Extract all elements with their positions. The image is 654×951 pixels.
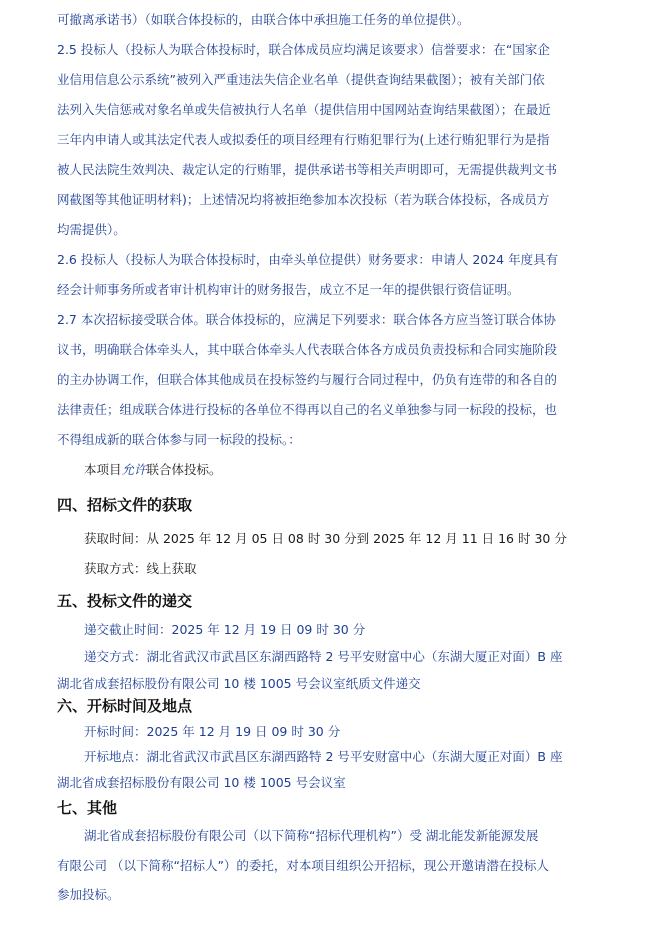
text-line-1: 可撤离承诺书）（如联合体投标的，由联合体中承担施工任务的单位提供）。: [57, 12, 470, 27]
text-line-5: 三年内申请人或其法定代表人或拟委任的项目经理有行贿犯罪行为(上述行贿犯罪行为是指: [57, 132, 550, 147]
text-line-11: 2.7 本次招标接受联合体。联合体投标的，应满足下列要求：联合体各方应当签订联合体协: [57, 312, 556, 327]
text-line-9: 2.6 投标人（投标人为联合体投标时，由牵头单位提供）财务要求：申请人 2024 年度具有: [57, 252, 559, 267]
text-line-2: 2.5 投标人（投标人为联合体投标时，联合体成员应均满足该要求）信誉要求：在“国家企: [57, 42, 550, 57]
section-4-time: 获取时间：从 2025 年 12 月 05 日 08 时 30 分到 2025 年 12 月 11 日 16 时 30 分: [84, 531, 567, 546]
section-7-line3: 参加投标。: [57, 887, 120, 902]
text-line-10: 经会计师事务所或者审计机构审计的财务报告，成立不足一年的提供银行资信证明。: [57, 282, 520, 297]
text-line-6: 被人民法院生效判决、裁定认定的行贿罪，提供承诺书等相关声明即可，无需提供裁判文书: [57, 162, 558, 177]
section-5-method-line1: 递交方式：湖北省武汉市武昌区东湖西路特 2 号平安财富中心（东湖大厦正对面）B 座: [84, 649, 563, 664]
text-line-12: 议书，明确联合体牵头人，其中联合体牵头人代表联合体各方成员负责投标和合同实施阶段: [57, 342, 558, 357]
section-5-method-line2: 湖北省成套招标股份有限公司 10 楼 1005 号会议室纸质文件递交: [57, 676, 421, 691]
text-line-15: 不得组成新的联合体参与同一标段的投标。：: [57, 432, 301, 447]
text-line-3: 业信用信息公示系统”被列入严重违法失信企业名单（提供查询结果截图）；被有关部门依: [57, 72, 545, 87]
consortium-emphasis: 允许: [121, 462, 147, 477]
text-line-4: 法列入失信惩戒对象名单或失信被执行人名单（提供信用中国网站查询结果截图）；在最近: [57, 102, 551, 117]
consortium-suffix: 联合体投标。: [146, 462, 222, 477]
section-7-line1: 湖北省成套招标股份有限公司（以下简称“招标代理机构”）受 湖北能发新能源发展: [84, 828, 539, 843]
section-4-method: 获取方式：线上获取: [84, 561, 197, 576]
section-6-place-line2: 湖北省成套招标股份有限公司 10 楼 1005 号会议室: [57, 775, 346, 790]
text-line-13: 的主办协调工作，但联合体其他成员在投标签约与履行合同过程中，仍负有连带的和各自的: [57, 372, 558, 387]
section-5-deadline: 递交截止时间：2025 年 12 月 19 日 09 时 30 分: [84, 622, 366, 637]
section-4-heading: 四、招标文件的获取: [57, 496, 193, 514]
section-6-heading: 六、开标时间及地点: [57, 697, 193, 715]
text-line-14: 法律责任；组成联合体进行投标的各单位不得再以自己的名义单独参与同一标段的投标，也: [57, 402, 558, 417]
section-7-line2: 有限公司 （以下简称“招标人”）的委托，对本项目组织公开招标，现公开邀请潜在投标人: [57, 858, 549, 873]
text-line-7: 网截图等其他证明材料)；上述情况均将被拒绝参加本次投标（若为联合体投标，各成员方: [57, 192, 550, 207]
section-7-heading: 七、其他: [57, 799, 118, 817]
consortium-prefix: 本项目: [84, 462, 122, 477]
section-6-time: 开标时间：2025 年 12 月 19 日 09 时 30 分: [84, 724, 341, 739]
consortium-statement: [84, 460, 222, 480]
section-5-heading: 五、投标文件的递交: [57, 592, 193, 610]
text-line-8: 均需提供）。: [57, 222, 126, 237]
section-6-place-line1: 开标地点：湖北省武汉市武昌区东湖西路特 2 号平安财富中心（东湖大厦正对面）B 座: [84, 749, 563, 764]
